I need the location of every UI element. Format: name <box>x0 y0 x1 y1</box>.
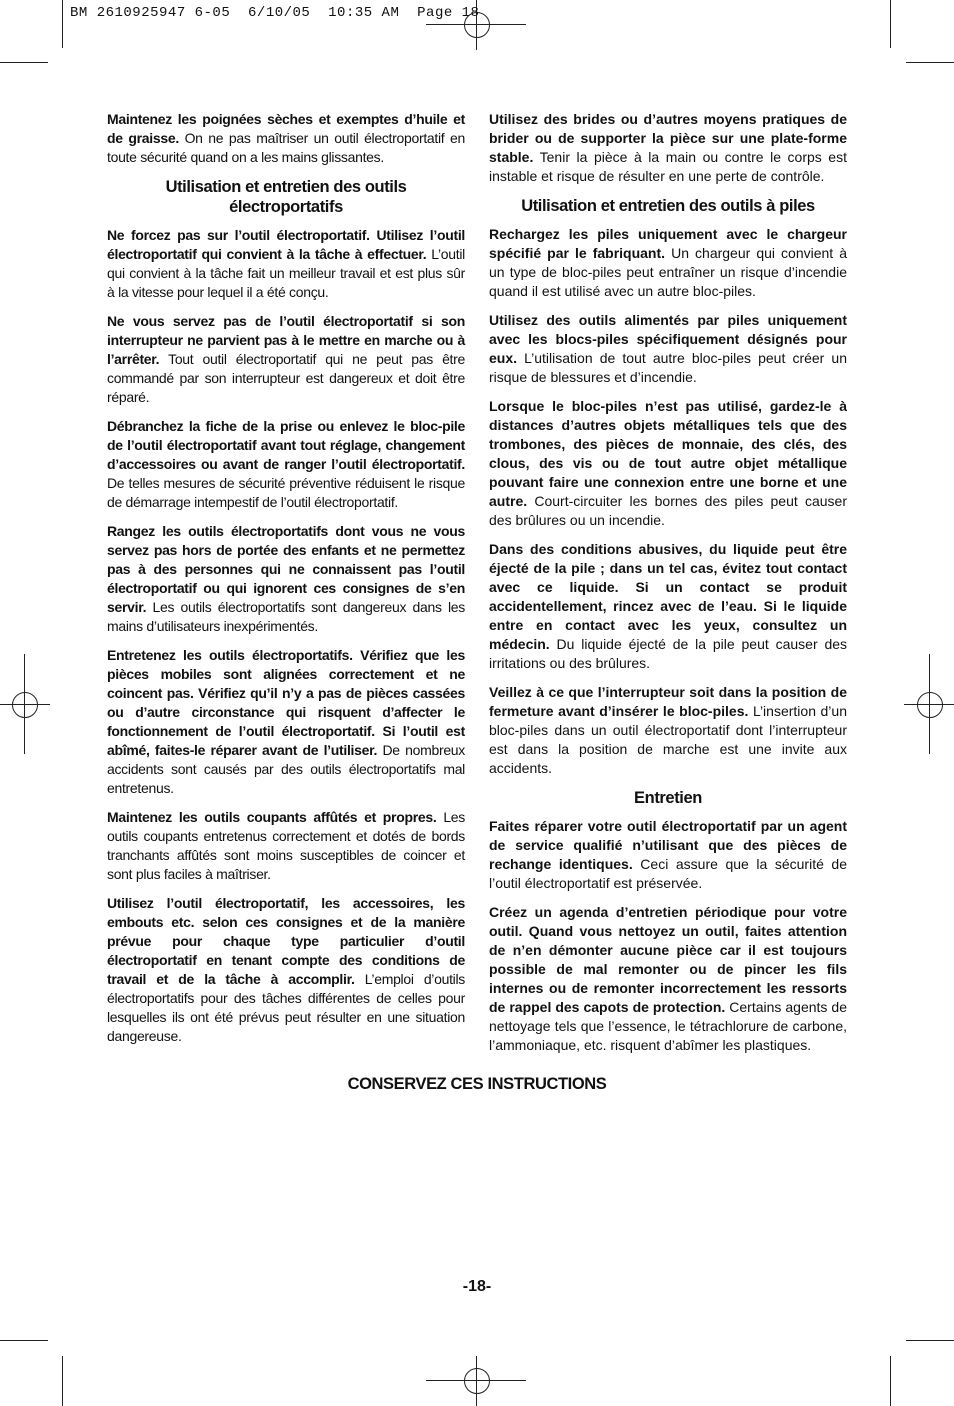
closing-instruction: CONSERVEZ CES INSTRUCTIONS <box>347 1075 607 1093</box>
paragraph-body: Les outils électroportatifs sont dangereux dans les mains d’utilisateurs inexpérimentés. <box>107 599 465 634</box>
paragraph-body: Du liquide éjecté de la pile peut causer des irritations ou des brûlures. <box>489 636 848 671</box>
crop-mark-bottom-left-v <box>62 1356 63 1406</box>
paragraph <box>489 683 847 778</box>
paragraph-body: Un chargeur qui convient à un type de bloc-piles peut entraîner un risque d’incendie quand il est utilisé avec un autre bloc-piles. <box>489 245 848 299</box>
page-number: -18- <box>462 1278 492 1295</box>
paragraph-bold-lead: Créez un agenda d’entretien périodique pour votre outil. Quand vous nettoyez un outil, faites attention de n’en démonter aucune pièce car il est toujours possible de mal remonter ou de pincer les fils internes ou de remonter incorrectement les ressorts de rappel des capots de protection. <box>489 904 847 1015</box>
paragraph-bold-lead: Utilisez des outils alimentés par piles uniquement avec les blocs-piles spécifiquement désignés pour eux. <box>489 312 847 366</box>
paragraph-bold-lead: Débranchez la fiche de la prise ou enlevez le bloc-pile de l’outil électroportatif avant tout réglage, changement d’accessoires ou avant de ranger l’outil électroportatif. <box>107 418 465 472</box>
paragraph-body: L’outil qui convient à la tâche fait un meilleur travail et est plus sûr à la vitesse pour lequel il a été conçu. <box>107 246 465 300</box>
registration-mark-right-circle <box>917 692 943 718</box>
paragraph <box>107 312 465 407</box>
paragraph-body: Court-circuiter les bornes des piles peut causer des brûlures ou un incendie. <box>489 493 847 528</box>
section-heading: Utilisation et entretien des outils à piles <box>521 197 815 215</box>
paragraph-bold-lead: Rechargez les piles uniquement avec le chargeur spécifié par le fabriquant. <box>489 226 847 261</box>
paragraph <box>489 540 847 673</box>
registration-mark-bottom-circle <box>464 1368 490 1394</box>
paragraph-bold-lead: Ne vous servez pas de l’outil électroportatif si son interrupteur ne parvient pas à le mettre en marche ou à l’arrêter. <box>107 313 465 367</box>
paragraph-bold-lead: Faites réparer votre outil électroportatif par un agent de service qualifié n’utilisant que des pièces de rechange identiques. <box>489 818 847 872</box>
paragraph-bold-lead: Entretenez les outils électroportatifs. Vérifiez que les pièces mobiles sont alignées correctement et ne coincent pas. Vérifiez qu’il n’y a pas de pièces cassées ou d’autre circonstance qui risquent d’affecter le fonctionnement de l’outil électroportatif. Si l’outil est abîmé, faites-le réparer avant de l’utiliser. <box>107 647 465 758</box>
paragraph-bold-lead: Maintenez les poignées sèches et exemptes d’huile et de graisse. <box>107 111 465 146</box>
paragraph-bold-lead: Dans des conditions abusives, du liquide peut être éjecté de la pile ; dans un tel cas, évitez tout contact avec ce liquide. Si un contact se produit accidentellement, rincez avec de l’eau. Si le liquide entre en contact avec les yeux, consultez un médecin. <box>489 541 847 652</box>
crop-mark-bottom-right-h <box>906 1340 954 1341</box>
paragraph-body: On ne pas maîtriser un outil électroportatif en toute sécurité quand on a les mains glissantes. <box>107 130 466 165</box>
paragraph-bold-lead: Maintenez les outils coupants affûtés et propres. <box>107 809 437 825</box>
paragraph-body: Tenir la pièce à la main ou contre le corps est instable et risque de résulter en une perte de contrôle. <box>489 149 847 184</box>
paragraph <box>107 417 465 512</box>
paragraph-body: De telles mesures de sécurité préventive réduisent le risque de démarrage intempestif de l’outil électroportatif. <box>107 475 465 510</box>
paragraph-body: Ceci assure que la sécurité de l’outil électroportatif est préservée. <box>489 856 848 891</box>
paragraph-bold-lead: Ne forcez pas sur l’outil électroportatif. Utilisez l’outil électroportatif qui convient à la tâche à effectuer. <box>107 227 465 262</box>
crop-mark-top-left-h <box>0 62 48 63</box>
section-heading: Entretien <box>634 789 702 807</box>
paragraph-body: Tout outil électroportatif qui ne peut pas être commandé par son interrupteur est dangereux et doit être réparé. <box>107 351 465 405</box>
paragraph <box>107 808 465 884</box>
paragraph-bold-lead: Utilisez des brides ou d’autres moyens pratiques de brider ou de supporter la pièce sur une plate-forme stable. <box>489 111 847 165</box>
paragraph-body: Les outils coupants entretenus correctement et dotés de bords tranchants affûtés sont moins susceptibles de coincer et sont plus faciles à maîtriser. <box>107 809 465 882</box>
paragraph-bold-lead: Lorsque le bloc-piles n’est pas utilisé, gardez-le à distances d’autres objets métalliques tels que des trombones, des pièces de monnaie, des clés, des clous, des vis ou de tout autre objet métallique pouvant faire une connexion entre une borne et une autre. <box>489 398 847 509</box>
paragraph-body: L’insertion d’un bloc-piles dans un outil électroportatif dont l’interrupteur est dans la position de marche est une invite aux accidents. <box>489 703 847 776</box>
paragraph <box>107 894 465 1046</box>
print-slug-line: BM 2610925947 6-05 6/10/05 10:35 AM Page 18 <box>70 5 480 21</box>
paragraph <box>489 397 847 530</box>
section-heading: Utilisation et entretien des outils électroportatifs <box>165 178 407 216</box>
right-column <box>489 110 847 1065</box>
paragraph-body: L’utilisation de tout autre bloc-piles peut créer un risque de blessures et d’incendie. <box>489 350 848 385</box>
paragraph <box>107 226 465 302</box>
registration-mark-left-circle <box>12 692 38 718</box>
paragraph <box>107 522 465 636</box>
crop-mark-top-right-v <box>890 0 891 48</box>
paragraph-bold-lead: Veillez à ce que l’interrupteur soit dans la position de fermeture avant d’insérer le bloc-piles. <box>489 684 847 719</box>
paragraph <box>489 110 847 186</box>
paragraph <box>489 225 847 301</box>
paragraph-body: L’emploi d’outils électroportatifs pour des tâches différentes de celles pour lesquelles ils ont été prévus peut résulter en une situation dangereuse. <box>107 971 465 1044</box>
paragraph <box>489 903 847 1055</box>
crop-mark-top-right-h <box>906 62 954 63</box>
crop-mark-bottom-left-h <box>0 1340 48 1341</box>
crop-mark-top-left-v <box>62 0 63 48</box>
paragraph <box>107 646 465 798</box>
paragraph-bold-lead: Utilisez l’outil électroportatif, les accessoires, les embouts etc. selon ces consignes et de la manière prévue pour chaque type particulier d’outil électroportatif en tenant compte des conditions de travail et de la tâche à accomplir. <box>107 895 465 987</box>
paragraph <box>489 311 847 387</box>
paragraph <box>107 110 465 167</box>
crop-mark-bottom-right-v <box>890 1356 891 1406</box>
left-column <box>107 110 465 1056</box>
paragraph-body: De nombreux accidents sont causés par des outils électroportatifs mal entretenus. <box>107 742 465 796</box>
paragraph-bold-lead: Rangez les outils électroportatifs dont vous ne vous servez pas hors de portée des enfants et ne permettez pas à des personnes qui ne connaissent pas l’outil électroportatif ou qui ignorent ces consignes de s’en servir. <box>107 523 465 615</box>
paragraph <box>489 817 847 893</box>
paragraph-body: Certains agents de nettoyage tels que l’essence, le tétrachlorure de carbone, l’ammoniaque, etc. risquent d’abîmer les plastiques. <box>489 999 847 1053</box>
